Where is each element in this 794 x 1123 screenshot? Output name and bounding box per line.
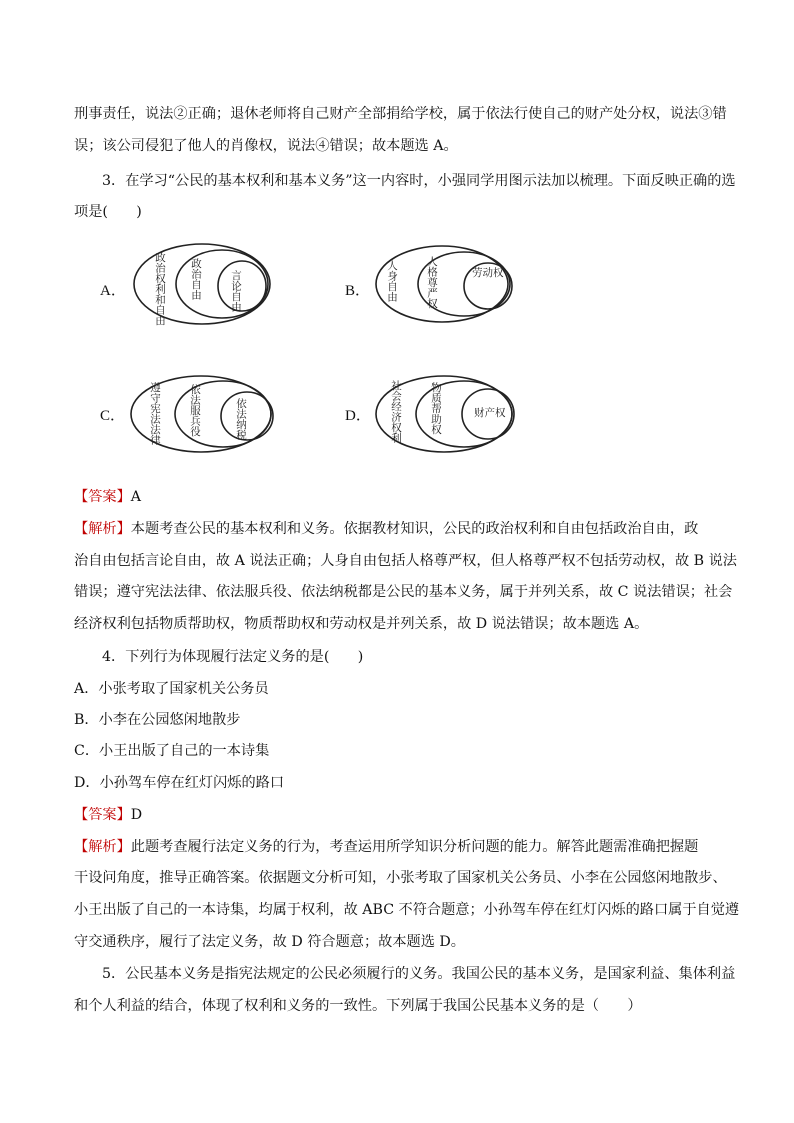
option-d-label[interactable]: D． xyxy=(345,408,371,424)
analysis-line xyxy=(74,518,698,538)
option-b-label[interactable]: B． xyxy=(345,283,371,299)
option-a-inner-label: 言论自由 xyxy=(230,270,242,312)
option-c[interactable]: C．小王出版了自己的一本诗集 xyxy=(74,743,270,759)
text-line: 误；该公司侵犯了他人的肖像权，说法④错误；故本题选 A。 xyxy=(74,138,458,154)
analysis-tag: 【解析】 xyxy=(74,521,131,537)
option-a-label[interactable]: A． xyxy=(100,283,126,299)
option-d-outer-label: 社会经济权利 xyxy=(390,380,402,443)
question-3-stem: 项是( ) xyxy=(74,204,142,220)
answer-value: A xyxy=(130,489,142,505)
question-3-stem: 3．在学习“公民的基本权利和基本义务”这一内容时，小强同学用图示法加以梳理。下面反映正确的选 xyxy=(102,173,736,189)
option-c-middle-label: 依法服兵役 xyxy=(189,384,201,437)
option-d-diagram xyxy=(370,368,530,458)
question-5-stem: 和个人利益的结合，体现了权利和义务的一致性。下列属于我国公民基本义务的是（ ） xyxy=(74,998,642,1014)
option-a[interactable]: A．小张考取了国家机关公务员 xyxy=(74,681,269,697)
option-b-outer-label: 人身自由 xyxy=(386,260,398,302)
option-a-diagram xyxy=(130,238,290,328)
option-c-outer-label: 遵守宪法法律 xyxy=(149,382,161,445)
question-5-stem: 5．公民基本义务是指宪法规定的公民必须履行的义务。我国公民的基本义务，是国家利益、集体利益 xyxy=(102,966,736,982)
analysis-line: 小王出版了自己的一本诗集，均属于权利，故 ABC 不符合题意；小孙驾车停在红灯闪烁的路口属于自觉遵 xyxy=(74,902,740,918)
option-d[interactable]: D．小孙驾车停在红灯闪烁的路口 xyxy=(74,775,285,791)
option-c-diagram xyxy=(125,368,285,458)
analysis-line: 经济权利包括物质帮助权，物质帮助权和劳动权是并列关系，故 D 说法错误；故本题选 A。 xyxy=(74,616,649,632)
option-d-middle-label: 物质帮助权 xyxy=(430,382,442,435)
option-c-inner-label: 依法纳税 xyxy=(235,398,247,440)
text-line: 刑事责任，说法②正确；退休老师将自己财产全部捐给学校，属于依法行使自己的财产处分权，说法③错 xyxy=(74,106,727,122)
option-a-middle-label: 政治自由 xyxy=(190,258,202,300)
answer-line xyxy=(74,486,141,506)
option-c-label[interactable]: C． xyxy=(100,408,126,424)
option-a-outer-label: 政治权利和自由 xyxy=(154,252,166,326)
answer-tag: 【答案】 xyxy=(74,807,131,823)
option-b-diagram xyxy=(370,238,530,328)
analysis-tag: 【解析】 xyxy=(74,839,131,855)
answer-line xyxy=(74,804,142,824)
analysis-line: 错误；遵守宪法法律、依法服兵役、依法纳税都是公民的基本义务，属于并列关系，故 C 说法错误；社会 xyxy=(74,584,733,600)
analysis-line: 治自由包括言论自由，故 A 说法正确；人身自由包括人格尊严权，但人格尊严权不包括劳动权，故 B 说法 xyxy=(74,553,737,569)
analysis-line: 守交通秩序，履行了法定义务，故 D 符合题意；故本题选 D。 xyxy=(74,934,465,950)
option-d-inner-label: 财产权 xyxy=(474,407,506,419)
question-4-stem: 4．下列行为体现履行法定义务的是( ) xyxy=(102,649,364,665)
analysis-text: 此题考查履行法定义务的行为，考查运用所学知识分析问题的能力。解答此题需准确把握题 xyxy=(130,839,699,855)
analysis-line: 干设问角度，推导正确答案。依据题文分析可知，小张考取了国家机关公务员、小李在公园悠闲地散步、 xyxy=(74,870,727,886)
analysis-text: 本题考查公民的基本权利和义务。依据教材知识，公民的政治权利和自由包括政治自由，政 xyxy=(130,521,699,537)
answer-tag: 【答案】 xyxy=(74,489,131,505)
answer-value: D xyxy=(130,807,143,823)
option-b[interactable]: B．小李在公园悠闲地散步 xyxy=(74,712,241,728)
option-b-middle-label: 人格尊严权 xyxy=(426,256,438,309)
option-b-inner-label: 劳动权 xyxy=(472,267,504,279)
analysis-line xyxy=(74,836,698,856)
